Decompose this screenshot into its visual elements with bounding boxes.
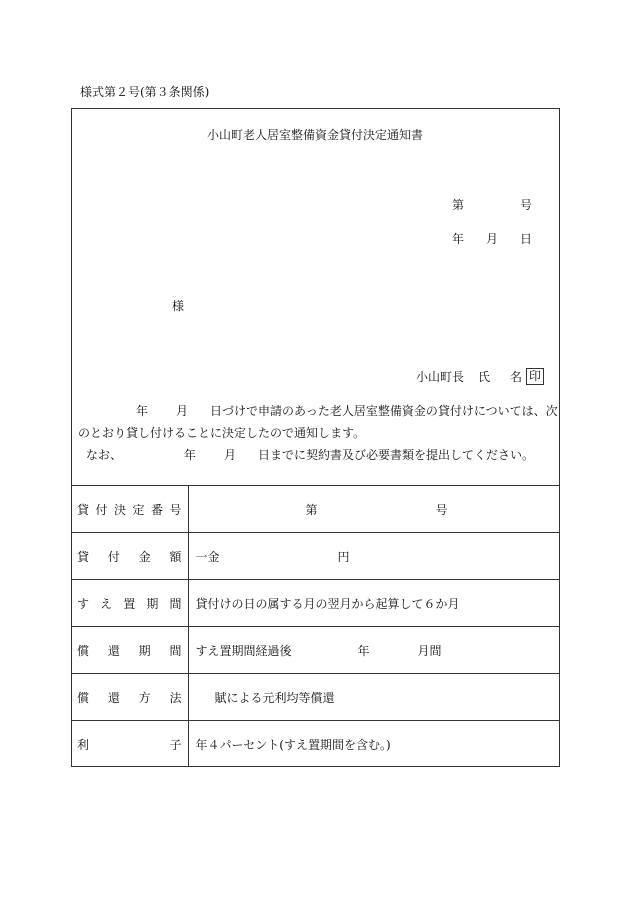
sender-name-2: 名 bbox=[510, 369, 523, 384]
sender-block bbox=[416, 368, 544, 385]
row-value-loan-amount bbox=[188, 533, 560, 580]
table-row bbox=[71, 580, 560, 627]
seal-mark: 印 bbox=[526, 368, 544, 385]
body-line3-prefix: なお、 bbox=[86, 448, 123, 462]
number-suffix: 号 bbox=[519, 198, 532, 212]
loan-number-suffix: 号 bbox=[435, 502, 448, 517]
row-value-interest: 年４パーセント(すえ置期間を含む。) bbox=[188, 721, 560, 768]
row-label-grace-period: す え 置 期 間 bbox=[71, 580, 188, 627]
sender-name-1: 氏 bbox=[478, 369, 491, 384]
row-label-loan-amount: 貸 付 金 額 bbox=[71, 533, 188, 580]
row-label-loan-number: 貸 付 決 定 番 号 bbox=[71, 486, 188, 533]
loan-detail-table bbox=[71, 485, 560, 767]
row-label-repayment-method: 償 還 方 法 bbox=[71, 674, 188, 721]
body-line-2: のとおり貸し付けることに決定したので通知します。 bbox=[78, 426, 366, 440]
document-number bbox=[452, 199, 532, 211]
repayment-period-month: 月間 bbox=[417, 643, 442, 658]
row-value-loan-number bbox=[188, 486, 560, 533]
addressee-suffix: 様 bbox=[172, 299, 185, 313]
repayment-period-prefix: すえ置期間経過後 bbox=[195, 643, 292, 658]
number-prefix: 第 bbox=[452, 198, 465, 212]
body-line3-text: 日までに契約書及び必要書類を提出してください。 bbox=[258, 448, 535, 462]
date-day: 日 bbox=[519, 232, 532, 246]
body-line-3 bbox=[86, 449, 534, 461]
document-date bbox=[452, 233, 532, 245]
body-line1-year: 年 bbox=[136, 404, 149, 418]
amount-prefix: 一金 bbox=[195, 549, 220, 564]
date-month: 月 bbox=[485, 232, 498, 246]
row-value-grace-period: 貸付けの日の属する月の翌月から起算して６か月 bbox=[188, 580, 560, 627]
form-label: 様式第２号(第３条関係) bbox=[80, 85, 210, 99]
amount-unit: 円 bbox=[337, 549, 350, 564]
body-line3-month: 月 bbox=[224, 448, 237, 462]
table-row bbox=[71, 486, 560, 533]
document-title: 小山町老人居室整備資金貸付決定通知書 bbox=[206, 128, 423, 142]
body-line3-year: 年 bbox=[184, 448, 197, 462]
table-row bbox=[71, 627, 560, 674]
table-row bbox=[71, 721, 560, 768]
repayment-period-year: 年 bbox=[357, 643, 370, 658]
row-label-interest: 利 子 bbox=[71, 721, 188, 768]
table-row bbox=[71, 533, 560, 580]
body-line-1 bbox=[78, 405, 556, 417]
loan-number-prefix: 第 bbox=[305, 502, 318, 517]
row-value-repayment-period bbox=[188, 627, 560, 674]
body-line1-month: 月 bbox=[176, 404, 189, 418]
date-year: 年 bbox=[452, 232, 465, 246]
sender-title: 小山町長 bbox=[416, 369, 465, 384]
row-value-repayment-method: 賦による元利均等償還 bbox=[188, 674, 560, 721]
body-line1-text: 日づけで申請のあった老人居室整備資金の貸付けについては、次 bbox=[210, 404, 558, 418]
table-row bbox=[71, 674, 560, 721]
row-label-repayment-period: 償 還 期 間 bbox=[71, 627, 188, 674]
